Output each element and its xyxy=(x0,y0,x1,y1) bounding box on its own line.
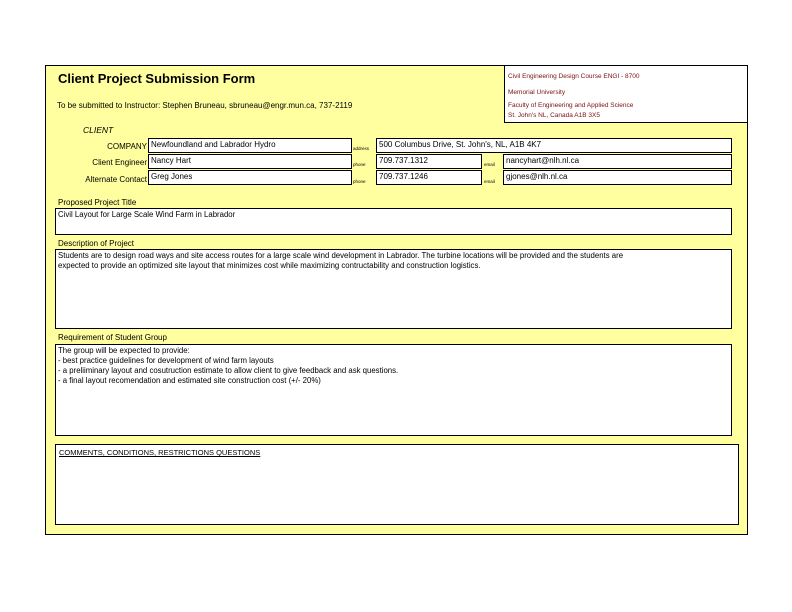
faculty-name: Faculty of Engineering and Applied Science xyxy=(508,102,634,109)
client-heading: CLIENT xyxy=(83,125,114,135)
address-field[interactable]: 500 Columbus Drive, St. John's, NL, A1B 4K7 xyxy=(376,138,732,153)
alternate-phone-field[interactable]: 709.737.1246 xyxy=(376,170,482,185)
project-title-heading: Proposed Project Title xyxy=(58,198,137,207)
engineer-phone-label: phone xyxy=(353,162,366,167)
comments-field[interactable] xyxy=(55,444,739,525)
requirements-field[interactable] xyxy=(55,344,732,436)
description-field[interactable] xyxy=(55,249,732,329)
requirement-line: - best practice guidelines for development of wind farm layouts xyxy=(58,356,274,365)
university-name: Memorial University xyxy=(508,89,566,96)
engineer-email-label: email xyxy=(484,162,495,167)
alternate-contact-label: Alternate Contact xyxy=(85,175,147,184)
comments-heading: COMMENTS, CONDITIONS, RESTRICTIONS QUESTIONS xyxy=(59,448,261,457)
course-info-box xyxy=(504,65,748,123)
faculty-address: St. John's NL, Canada A1B 3X5 xyxy=(508,112,600,119)
company-field[interactable]: Newfoundland and Labrador Hydro xyxy=(148,138,352,153)
requirements-heading: Requirement of Student Group xyxy=(58,333,167,342)
client-engineer-label: Client Engineer xyxy=(92,158,147,167)
form-title: Client Project Submission Form xyxy=(58,71,256,86)
alternate-phone-label: phone xyxy=(353,179,366,184)
requirement-line: The group will be expected to provide: xyxy=(58,346,190,355)
course-name: Civil Engineering Design Course ENGI - 8700 xyxy=(508,73,640,80)
description-line: Students are to design road ways and site access routes for a large scale wind development in Labrador. The turbine locations will be provided and the students are xyxy=(58,251,624,260)
description-heading: Description of Project xyxy=(58,239,135,248)
project-title-value: Civil Layout for Large Scale Wind Farm in Labrador xyxy=(58,210,236,219)
requirement-line: - a preliiminary layout and cosutruction estimate to allow client to give feedback and ask questions. xyxy=(58,366,399,375)
alternate-contact-field[interactable]: Greg Jones xyxy=(148,170,352,185)
alternate-email-field[interactable]: gjones@nlh.nl.ca xyxy=(503,170,732,185)
engineer-phone-field[interactable]: 709.737.1312 xyxy=(376,154,482,169)
alternate-email-label: email xyxy=(484,179,495,184)
client-engineer-field[interactable]: Nancy Hart xyxy=(148,154,352,169)
project-title-field[interactable] xyxy=(55,208,732,235)
submit-instructions: To be submitted to Instructor: Stephen Bruneau, sbruneau@engr.mun.ca, 737-2119 xyxy=(57,101,353,110)
engineer-email-field[interactable]: nancyhart@nlh.nl.ca xyxy=(503,154,732,169)
address-label: address xyxy=(353,146,370,151)
description-line: expected to provide an optimized site layout that minimizes cost while maximizing contructability and construction logistics. xyxy=(58,261,481,270)
company-label: COMPANY xyxy=(107,142,147,151)
requirement-line: - a final layout recomendation and estimated site construction cost (+/- 20%) xyxy=(58,376,321,385)
